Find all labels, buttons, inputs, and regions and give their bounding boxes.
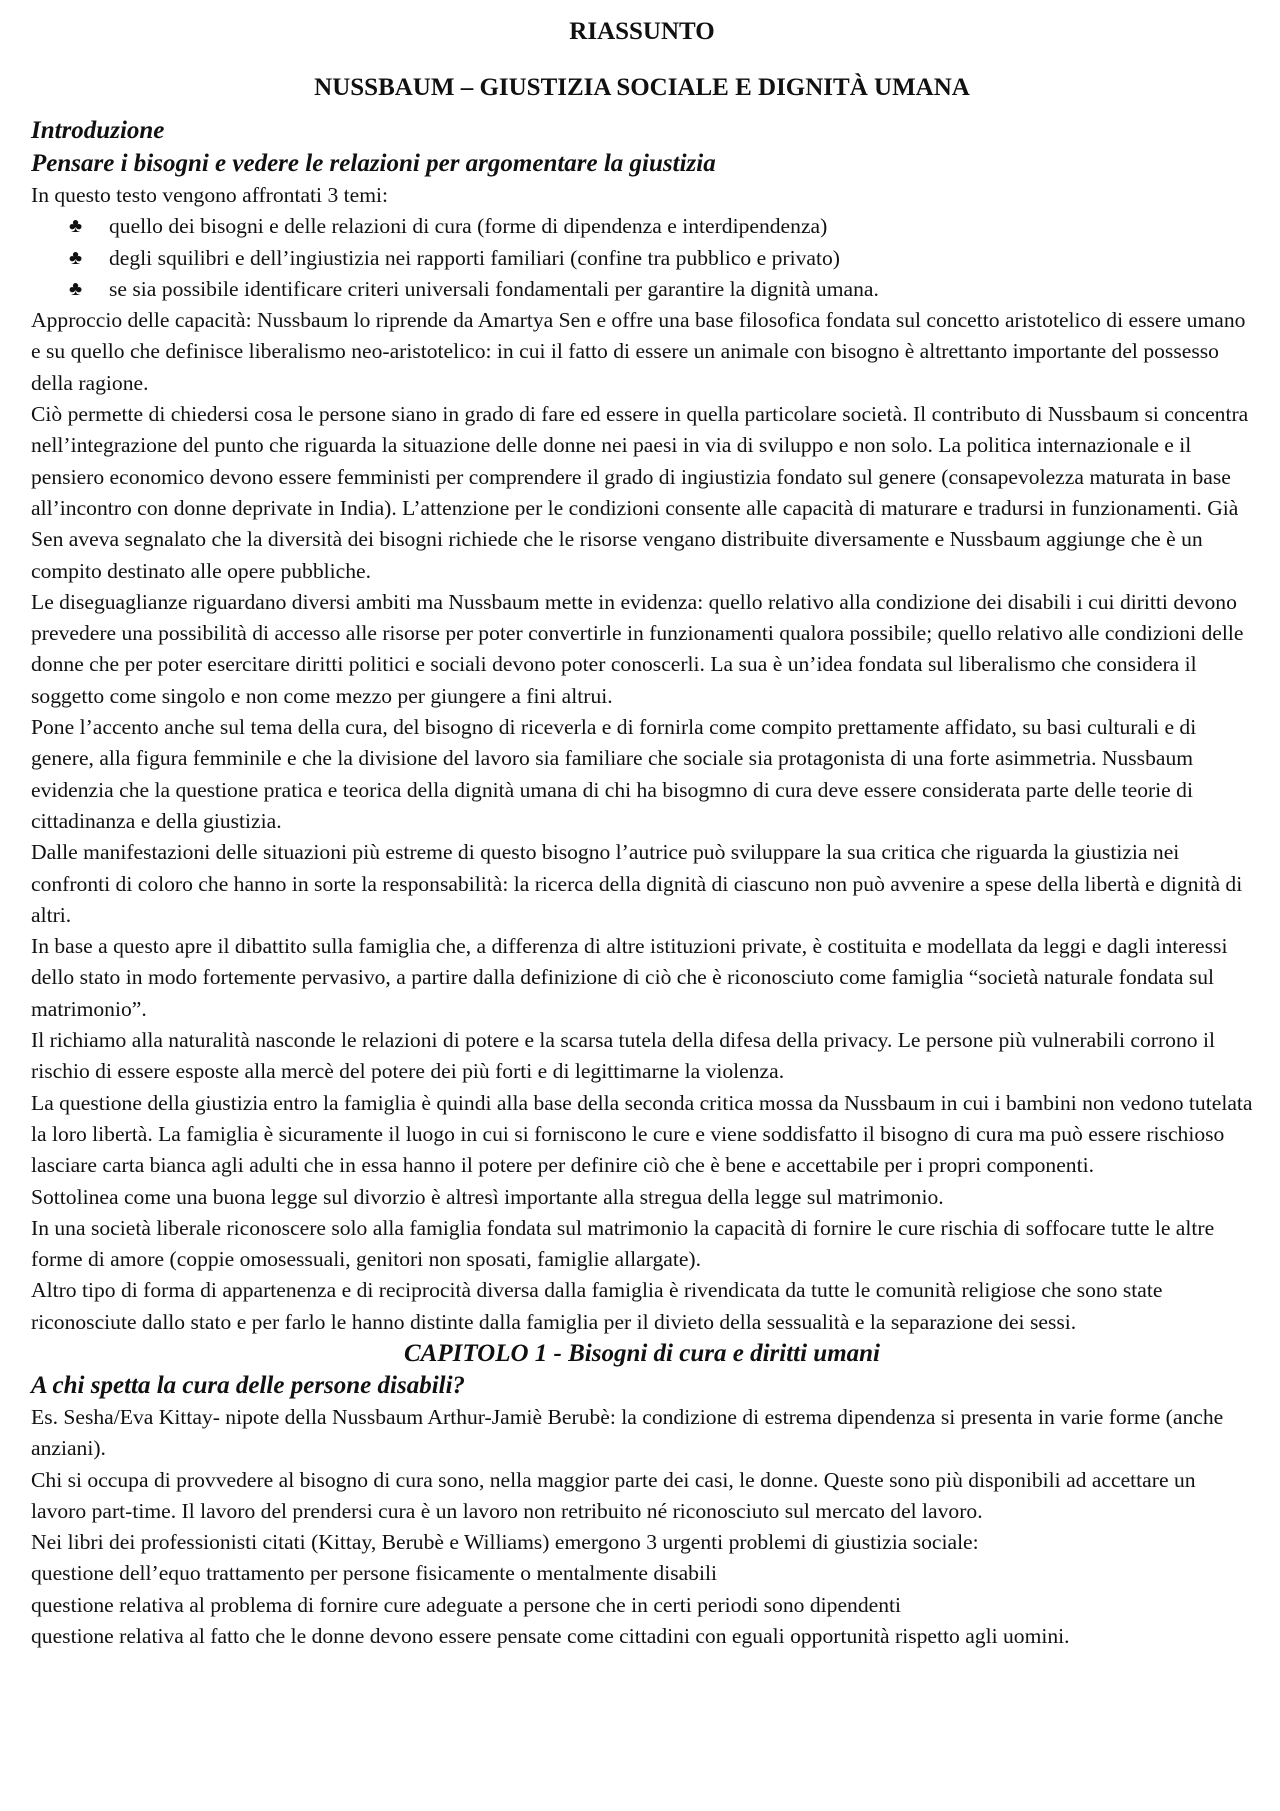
paragraph: Dalle manifestazioni delle situazioni più estreme di questo bisogno l’autrice può sviluppare la sua critica che riguarda la giustizia nei confronti di coloro che hanno in sorte la responsabilità: la ricerca della dignità di ciascuno non può avvenire a spese della libertà e dignità di altri.: [31, 840, 1243, 927]
problem-item: questione relativa al problema di fornire cure adeguate a persone che in certi periodi sono dipendenti: [31, 1592, 902, 1617]
paragraph: In una società liberale riconoscere solo alla famiglia fondata sul matrimonio la capacità di fornire le cure rischia di soffocare tutte le altre forme di amore (coppie omosessuali, genitori non sposati, famiglie allargate).: [31, 1215, 1215, 1272]
document-subtitle: NUSSBAUM – GIUSTIZIA SOCIALE E DIGNITÀ UMANA: [314, 74, 970, 101]
paragraph: Sottolinea come una buona legge sul divorzio è altresì importante alla stregua della legge sul matrimonio.: [31, 1184, 944, 1209]
list-item-text: quello dei bisogni e delle relazioni di cura (forme di dipendenza e interdipendenza): [109, 214, 828, 239]
paragraph: Approccio delle capacità: Nussbaum lo riprende da Amartya Sen e offre una base filosofica fondata sul concetto aristotelico di essere umano e su quello che definisce liberalismo neo-aristotelico: in cui il fatto di essere un animale con bisogno è altrettanto importante del possesso della ragione.: [31, 308, 1246, 395]
paragraph: In base a questo apre il dibattito sulla famiglia che, a differenza di altre istituzioni private, è costituita e modellata da leggi e dagli interessi dello stato in modo fortemente pervasivo, a partire dalla definizione di ciò che è riconosciuto come famiglia “società naturale fondata sul matrimonio”.: [31, 934, 1228, 1021]
problem-item: questione dell’equo trattamento per persone fisicamente o mentalmente disabili: [31, 1561, 717, 1586]
list-item: [31, 243, 1253, 274]
paragraph: Le diseguaglianze riguardano diversi ambiti ma Nussbaum mette in evidenza: quello relativo alla condizione dei disabili i cui diritti devono prevedere una possibilità di accesso alle risorse per poter convertirle in funzionamenti qualora possibile; quello relativo alle condizioni delle donne che per poter esercitare diritti politici e sociali devono poter conoscerli. La sua è un’idea fondata sul liberalismo che considera il soggetto come singolo e non come mezzo per giungere a fini altrui.: [31, 589, 1244, 708]
chapter-title: CAPITOLO 1 - Bisogni di cura e diritti umani: [403, 1339, 880, 1367]
paragraph: La questione della giustizia entro la famiglia è quindi alla base della seconda critica mossa da Nussbaum in cui i bambini non vedono tutelata la loro libertà. La famiglia è sicuramente il luogo in cui si forniscono le cure e viene soddisfatto il bisogno di cura ma può essere rischioso lasciare carta bianca agli adulti che in essa hanno il potere per definire ciò che è bene e accettabile per i propri componenti.: [31, 1090, 1253, 1178]
club-bullet-icon: ♣: [69, 277, 83, 300]
list-item-text: se sia possibile identificare criteri universali fondamentali per garantire la dignità umana.: [109, 276, 879, 301]
paragraph: Pone l’accento anche sul tema della cura, del bisogno di riceverla e di fornirla come compito prettamente affidato, su basi culturali e di genere, alla figura femminile e che la divisione del lavoro sia familiare che sociale sia protagonista di una forte asimmetria. Nussbaum evidenzia che la questione pratica e teorica della dignità umana di chi ha bisogmno di cura deve essere considerata parte delle teorie di cittadinanza e della giustizia.: [31, 715, 1197, 833]
list-item: [31, 274, 1253, 305]
paragraph: Altro tipo di forma di appartenenza e di reciprocità diversa dalla famiglia è rivendicata da tutte le comunità religiose che sono state riconosciute dallo stato e per farlo le hanno distinte dalla famiglia per il divieto della sessualità e la separazione dei sessi.: [31, 1278, 1163, 1334]
chapter-paragraph: Es. Sesha/Eva Kittay- nipote della Nussbaum Arthur-Jamiè Berubè: la condizione di estrema dipendenza si presenta in varie forme (anche anziani).: [31, 1404, 1224, 1461]
topic-list: [31, 211, 1253, 305]
document-page: [31, 14, 1253, 1652]
intro-subheading: Pensare i bisogni e vedere le relazioni per argomentare la giustizia: [31, 150, 716, 177]
intro-lead: In questo testo vengono affrontati 3 temi:: [31, 183, 389, 207]
paragraph: Ciò permette di chiedersi cosa le persone siano in grado di fare ed essere in quella particolare società. Il contributo di Nussbaum si concentra nell’integrazione del punto che riguarda la situazione delle donne nei paesi in via di sviluppo e non solo. La politica internazionale e il pensiero economico devono essere femministi per comprendere il grado di ingiustizia fondato sul genere (consapevolezza maturata in base all’incontro con donne deprivate in India). L’attenzione per le condizioni consente alle capacità di maturare e tradursi in funzionamenti. Già Sen aveva segnalato che la diversità dei bisogni richiede che le risorse vengano distribuite diversamente e Nussbaum aggiunge che è un compito destinato alle opere pubbliche.: [31, 402, 1249, 583]
club-bullet-icon: ♣: [69, 215, 83, 238]
chapter-heading: A chi spetta la cura delle persone disabili?: [31, 1371, 466, 1399]
paragraph: Il richiamo alla naturalità nasconde le relazioni di potere e la scarsa tutela della difesa della privacy. Le persone più vulnerabili corrono il rischio di essere esposte alla mercè del potere dei più forti e di legittimarne la violenza.: [31, 1028, 1215, 1084]
club-bullet-icon: ♣: [69, 246, 83, 269]
document-title: RIASSUNTO: [569, 18, 715, 45]
problem-item: questione relativa al fatto che le donne devono essere pensate come cittadini con eguali opportunità rispetto agli uomini.: [31, 1624, 1070, 1649]
chapter-paragraph: Nei libri dei professionisti citati (Kittay, Berubè e Williams) emergono 3 urgenti problemi di giustizia sociale:: [31, 1530, 979, 1555]
list-item-text: degli squilibri e dell’ingiustizia nei rapporti familiari (confine tra pubblico e privato): [109, 245, 840, 270]
intro-heading: Introduzione: [31, 117, 165, 144]
list-item: [31, 211, 1253, 242]
chapter-paragraph: Chi si occupa di provvedere al bisogno di cura sono, nella maggior parte dei casi, le donne. Queste sono più disponibili ad accettare un lavoro part-time. Il lavoro del prendersi cura è un lavoro non retribuito né riconosciuto sul mercato del lavoro.: [31, 1467, 1196, 1523]
